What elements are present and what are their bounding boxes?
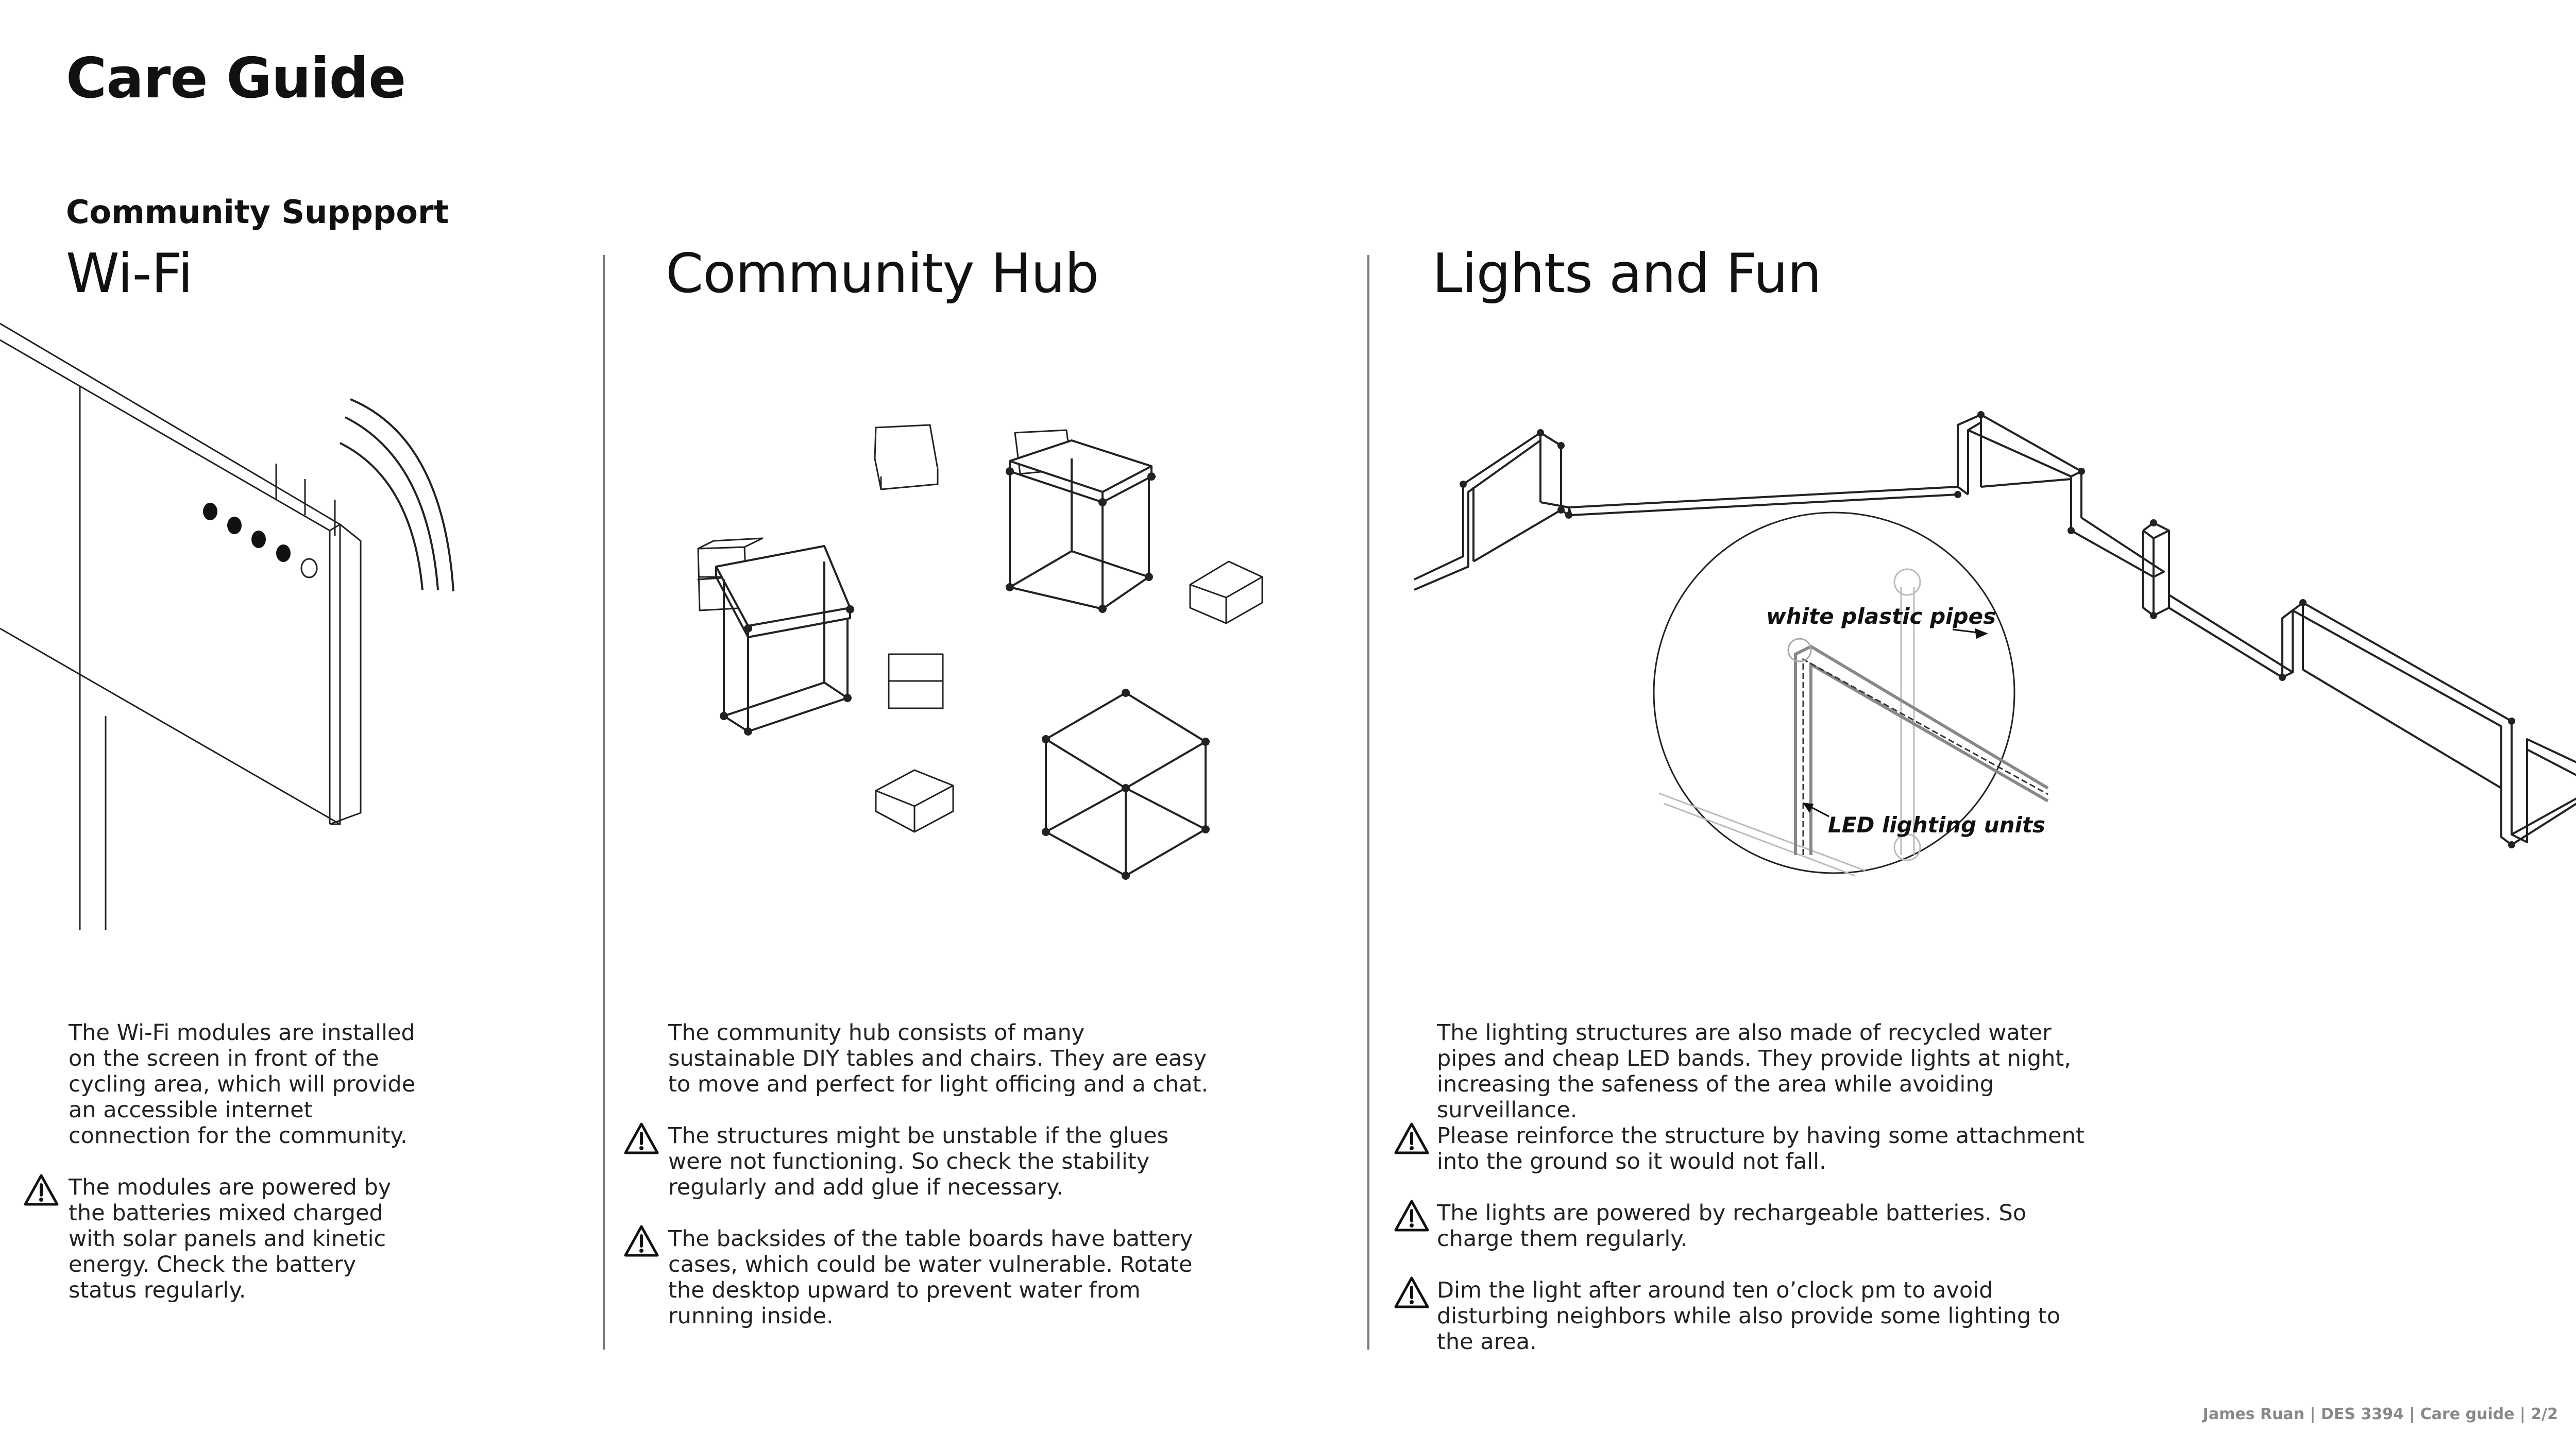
lights-description: The lighting structures are also made of recycled water pipes and cheap LED bands. They provide lights at night, increasing the safeness of the area while avoiding surveillance.: [1437, 1020, 2071, 1123]
warning-triangle-icon: [623, 1224, 659, 1257]
hub-warning-water: The backsides of the table boards have battery cases, which could be water vulnerable. Rotate the desktop upward to prevent water from running inside.: [668, 1226, 1193, 1329]
callout-white-plastic-pipes: white plastic pipes: [1766, 604, 1996, 629]
hub-description: The community hub consists of many sustainable DIY tables and chairs. They are easy to move and perfect for light officing and a chat.: [668, 1020, 1209, 1097]
column-divider: [1367, 255, 1369, 1350]
section-heading-wifi: Wi-Fi: [66, 242, 193, 305]
warning-triangle-icon: [623, 1122, 659, 1155]
section-heading-lights-and-fun: Lights and Fun: [1432, 242, 1821, 305]
community-hub-illustration: [639, 412, 1288, 907]
lights-warning-reinforce: Please reinforce the structure by having some attachment into the ground so it would not fall.: [1437, 1123, 2084, 1174]
warning-triangle-icon: [1394, 1199, 1430, 1232]
column-divider: [603, 255, 605, 1350]
wifi-description: The Wi-Fi modules are installed on the screen in front of the cycling area, which will provide an accessible internet connection for the community.: [69, 1020, 416, 1149]
page-subtitle: Community Suppport: [66, 193, 449, 231]
wifi-screen-illustration: [0, 309, 464, 937]
warning-triangle-icon: [23, 1173, 59, 1206]
callout-led-lighting-units: LED lighting units: [1828, 812, 2046, 838]
page-title: Care Guide: [66, 46, 406, 111]
hub-warning-stability: The structures might be unstable if the glues were not functioning. So check the stability regularly and add glue if necessary.: [668, 1123, 1169, 1200]
wifi-warning-battery: The modules are powered by the batteries mixed charged with solar panels and kinetic energy. Check the battery status regularly.: [69, 1174, 392, 1303]
lighting-structure-illustration: [1412, 391, 2576, 937]
section-heading-community-hub: Community Hub: [666, 242, 1099, 305]
lights-warning-dim: Dim the light after around ten o’clock pm to avoid disturbing neighbors while also provide some lighting to the area.: [1437, 1277, 2061, 1355]
warning-triangle-icon: [1394, 1122, 1430, 1155]
page-footer: James Ruan | DES 3394 | Care guide | 2/2: [2202, 1405, 2558, 1423]
warning-triangle-icon: [1394, 1276, 1430, 1309]
lights-warning-batteries: The lights are powered by rechargeable batteries. So charge them regularly.: [1437, 1200, 2027, 1252]
